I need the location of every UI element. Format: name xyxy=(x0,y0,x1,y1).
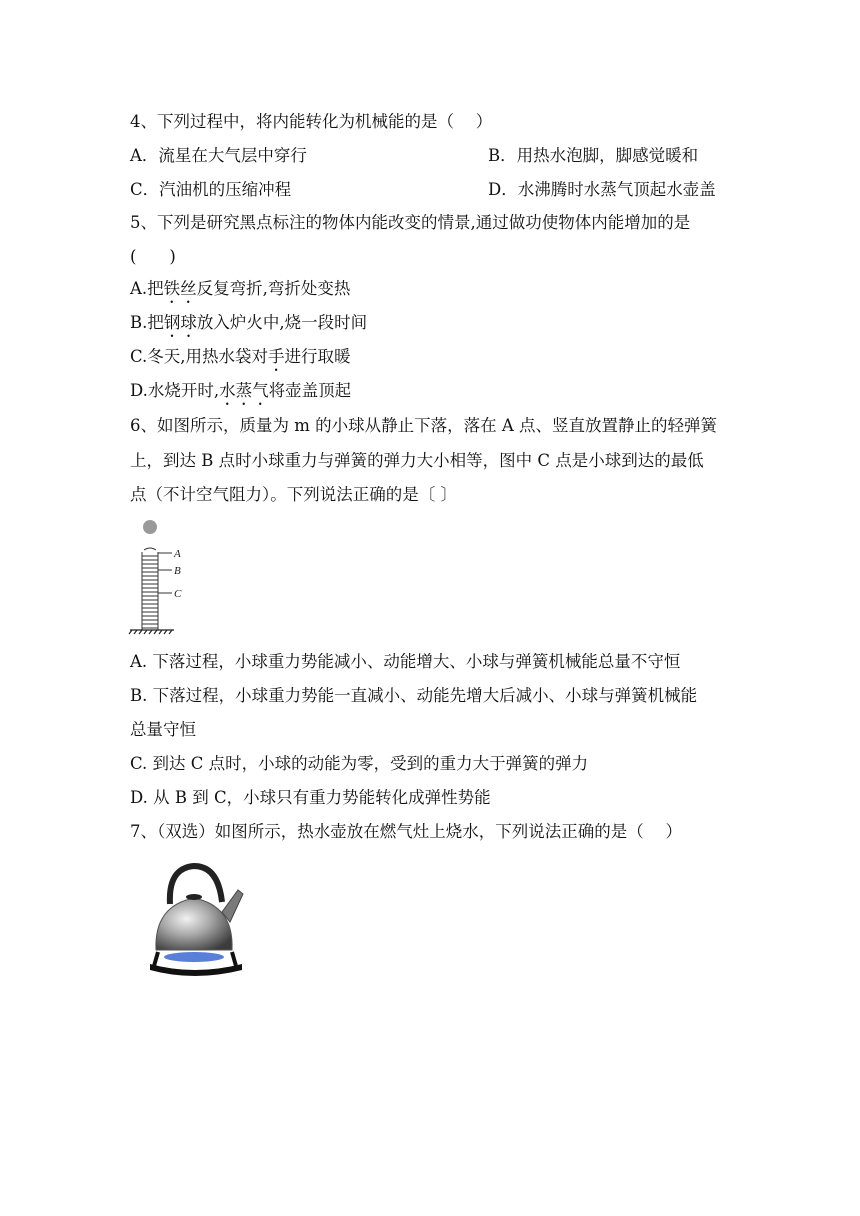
q4-stem: 4、下列过程中，将内能转化为机械能的是（ ） xyxy=(130,112,493,131)
q5-option-b-dotted: 钢球 xyxy=(163,313,197,332)
q5-option-d xyxy=(130,381,351,409)
q6-option-a: A. 下落过程，小球重力势能减小、动能增大、小球与弹簧机械能总量不守恒 xyxy=(130,652,681,671)
q5-option-d-post: 将壶盖顶起 xyxy=(268,381,352,400)
spring-coil xyxy=(142,548,158,630)
kettle-body xyxy=(156,898,232,950)
falling-ball xyxy=(143,520,157,534)
stove-flame xyxy=(164,952,224,962)
q5-option-a-post: 反复弯折,弯折处变热 xyxy=(196,279,351,298)
q5-option-b-pre: B.把 xyxy=(130,313,164,332)
q5-option-a-pre: A.把 xyxy=(130,279,164,298)
point-label-c: C xyxy=(174,588,182,600)
kettle-on-stove-image xyxy=(148,860,248,982)
q7-stem: 7、（双选）如图所示，热水壶放在燃气灶上烧水，下列说法正确的是（ ） xyxy=(130,822,682,841)
q5-option-a xyxy=(130,279,350,307)
q5-option-b-post: 放入炉火中,烧一段时间 xyxy=(196,313,368,332)
label-leaders xyxy=(158,553,172,593)
q5-option-c xyxy=(130,347,351,375)
q5-option-d-pre: D.水烧开时, xyxy=(130,381,220,400)
point-label-a: A xyxy=(174,548,181,560)
q4-option-d: D．水沸腾时水蒸气顶起水壶盖 xyxy=(488,180,716,199)
stove-grate xyxy=(150,964,242,976)
q6-stem-line1: 6、如图所示，质量为 m 的小球从静止下落，落在 A 点、竖直放置静止的轻弹簧 xyxy=(130,416,718,435)
point-label-b: B xyxy=(174,565,181,577)
q5-option-c-post: 进行取暖 xyxy=(284,347,351,366)
q6-option-c: C. 到达 C 点时，小球的动能为零，受到的重力大于弹簧的弹力 xyxy=(130,754,589,773)
q5-option-c-pre: C.冬天,用热水袋对 xyxy=(130,347,269,366)
q5-option-c-dotted: 手 xyxy=(268,347,285,366)
q4-options-row2 xyxy=(130,180,716,200)
q6-option-d: D. 从 B 到 C，小球只有重力势能转化成弹性势能 xyxy=(130,788,491,807)
q5-option-a-dotted: 铁丝 xyxy=(163,279,197,298)
spring-figure xyxy=(128,516,188,636)
q6-option-b-line2: 总量守恒 xyxy=(130,720,196,739)
q5-stem: 5、下列是研究黑点标注的物体内能改变的情景,通过做功使物体内能增加的是 xyxy=(130,213,691,232)
q4-option-a: A．流星在大气层中穿行 xyxy=(130,146,307,165)
q5-option-b xyxy=(130,313,367,341)
q4-option-b: B．用热水泡脚，脚感觉暖和 xyxy=(488,146,699,165)
q6-stem-line2: 上，到达 B 点时小球重力与弹簧的弹力大小相等，图中 C 点是小球到达的最低 xyxy=(130,451,704,470)
q4-option-c: C．汽油机的压缩冲程 xyxy=(130,180,292,199)
ground-base xyxy=(129,630,174,634)
q6-stem-line3: 点（不计空气阻力）。下列说法正确的是〔 〕 xyxy=(130,485,457,504)
q4-options-row1 xyxy=(130,146,699,166)
q5-option-d-dotted: 水蒸气 xyxy=(219,381,269,400)
q5-paren: ( ) xyxy=(130,247,176,266)
kettle-lid-knob xyxy=(186,894,202,900)
q6-option-b-line1: B. 下落过程，小球重力势能一直减小、动能先增大后减小、小球与弹簧机械能 xyxy=(130,686,698,705)
